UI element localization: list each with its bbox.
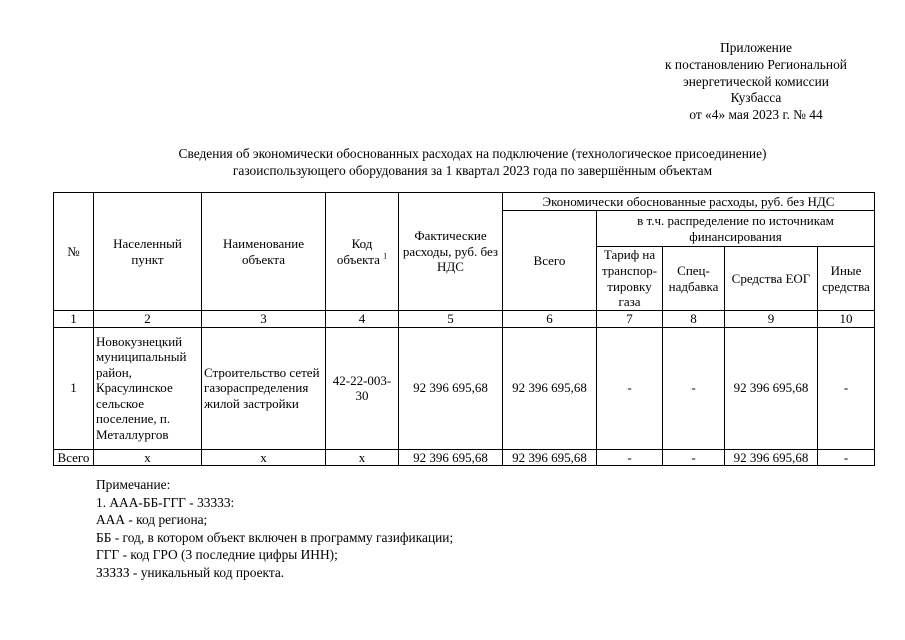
- expenses-table: [53, 192, 875, 466]
- appendix-line: энергетической комиссии: [683, 73, 829, 89]
- appendix-line: от «4» мая 2023 г. № 44: [689, 107, 823, 123]
- row-eog: 92 396 695,68: [725, 327, 818, 449]
- note-line: ББ - год, в котором объект включен в программу газификации;: [96, 529, 454, 545]
- header-actual: Фактические расходы, руб. без НДС: [399, 193, 503, 311]
- note-line: ГГГ - код ГРО (3 последние цифры ИНН);: [96, 547, 338, 562]
- header-settlement: Населенный пункт: [94, 193, 202, 311]
- header-num: №: [54, 193, 94, 311]
- header-object-name: Наименование объекта: [202, 193, 326, 311]
- header-special: Спец-надбавка: [663, 247, 725, 311]
- row-num: 1: [54, 327, 94, 449]
- row-other: -: [818, 327, 875, 449]
- col-number: 9: [725, 311, 818, 328]
- totals-label: Всего: [54, 449, 94, 466]
- header-eog: Средства ЕОГ: [725, 247, 818, 311]
- totals-other: -: [818, 449, 875, 466]
- totals-eog: 92 396 695,68: [725, 449, 818, 466]
- col-number: 4: [326, 311, 399, 328]
- row-actual: 92 396 695,68: [399, 327, 503, 449]
- header-object-code: [326, 193, 399, 311]
- note-line: ЗЗЗЗЗ - уникальный код проекта.: [96, 564, 285, 580]
- row-special: -: [663, 327, 725, 449]
- row-object-name: Строительство сетей газораспределения жилой застройки: [202, 327, 326, 449]
- row-settlement: Новокузнецкий муниципальный район, Красулинское сельское поселение, п. Металлургов: [94, 327, 202, 449]
- col-number: 5: [399, 311, 503, 328]
- totals-actual: 92 396 695,68: [399, 449, 503, 466]
- appendix-header: [648, 40, 864, 124]
- col-number: 1: [54, 311, 94, 328]
- header-row-1: [54, 193, 875, 211]
- title-line-1: Сведения об экономически обоснованных расходах на подключение (технологическое присоединение): [178, 146, 767, 161]
- header-tariff: Тариф на транспор-тировку газа: [597, 247, 663, 311]
- row-tariff: -: [597, 327, 663, 449]
- note-line: ААА - код региона;: [96, 512, 208, 527]
- column-numbers-row: [54, 311, 875, 328]
- totals-total: 92 396 695,68: [503, 449, 597, 466]
- col-number: 2: [94, 311, 202, 328]
- totals-tariff: -: [597, 449, 663, 466]
- header-incl-group: в т.ч. распределение по источникам финансирования: [597, 211, 875, 247]
- totals-special: -: [663, 449, 725, 466]
- totals-settlement: x: [94, 449, 202, 466]
- footnote-section: [96, 476, 453, 581]
- appendix-line: Приложение: [720, 40, 792, 55]
- document-title: [40, 146, 905, 180]
- col-number: 10: [818, 311, 875, 328]
- note-title: Примечание:: [96, 477, 171, 492]
- row-total: 92 396 695,68: [503, 327, 597, 449]
- col-number: 8: [663, 311, 725, 328]
- header-other: Иные средства: [818, 247, 875, 311]
- totals-object-name: x: [202, 449, 326, 466]
- totals-object-code: x: [326, 449, 399, 466]
- appendix-line: Кузбасса: [730, 90, 782, 106]
- title-line-2: газоиспользующего оборудования за 1 квартал 2023 года по завершённым объектам: [232, 162, 713, 178]
- col-number: 7: [597, 311, 663, 328]
- object-code-label: Код объекта: [336, 235, 380, 267]
- note-line: 1. ААА-ББ-ГГГ - 33333:: [96, 494, 235, 510]
- appendix-line: к постановлению Региональной: [665, 56, 847, 72]
- col-number: 6: [503, 311, 597, 328]
- row-object-code: 42-22-003-30: [326, 327, 399, 449]
- footnote-ref: 1: [383, 251, 388, 261]
- totals-row: [54, 449, 875, 466]
- header-econ-group: Экономически обоснованные расходы, руб. без НДС: [503, 193, 875, 211]
- table-row: [54, 327, 875, 449]
- header-total: Всего: [503, 211, 597, 311]
- col-number: 3: [202, 311, 326, 328]
